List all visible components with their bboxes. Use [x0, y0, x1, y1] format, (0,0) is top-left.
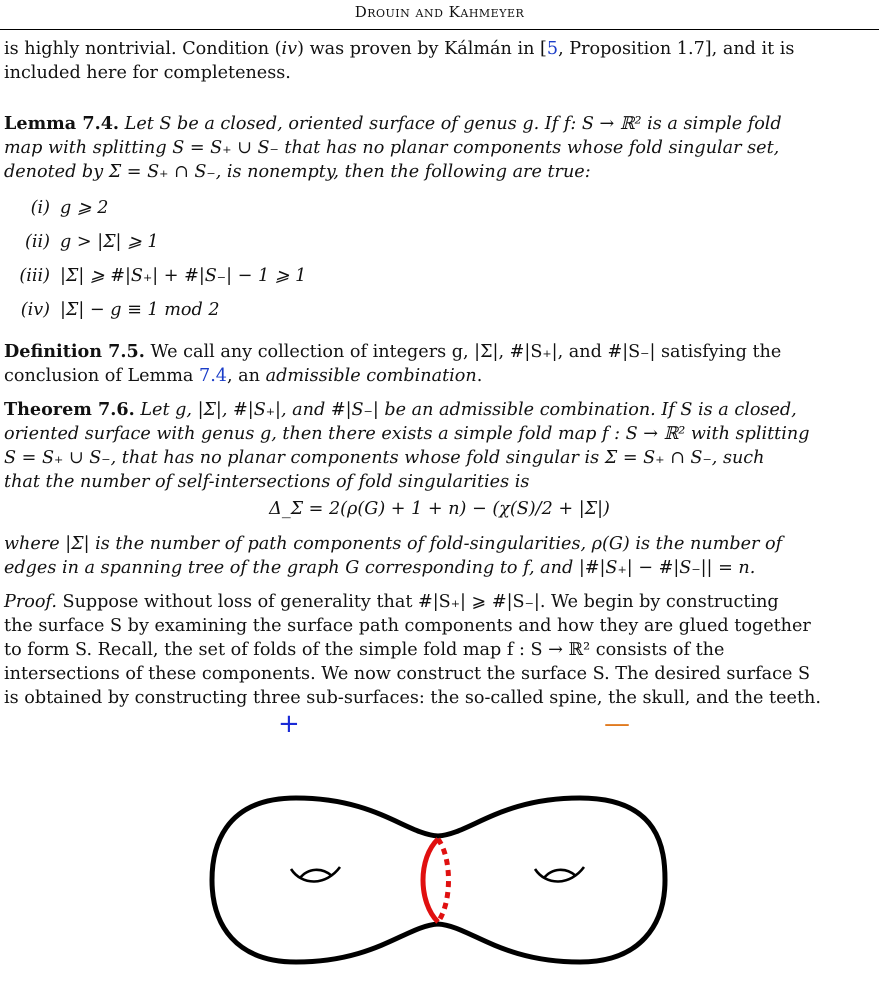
fold-curve-front [423, 839, 438, 922]
lemma-item-i: (i) g ⩾ 2 [30, 198, 109, 218]
lemma-item-ii: (ii) g > |Σ| ⩾ 1 [25, 232, 159, 252]
intro-paragraph [4, 37, 875, 85]
intro-line-2: included here for completeness. [4, 63, 291, 83]
definition-7-5: Definition 7.5. We call any collection of integers g, |Σ|, #|S₊|, and #|S₋| satisfying the conclusion of Lemma 7.4, an admissible combination. [4, 341, 782, 386]
left-hole-icon [291, 867, 340, 882]
proof-paragraph: Proof. Suppose without loss of generality that #|S₊| ⩾ #|S₋|. We begin by constructing the surface S by examining the surface path components and how they are glued together to form S. Recall, the set of folds of the simple fold map f : S → ℝ² consists of the intersections of these components. We now construct the surface S. The desired surface S is obtained by constructing three sub-surfaces: the so-called spine, the skull, and the teeth. [4, 592, 821, 708]
theorem-equation: Δ_Σ = 2(ρ(G) + 1 + n) − (χ(S)/2 + |Σ|) [269, 499, 610, 519]
fold-curve-back [438, 839, 449, 922]
proof-label: Proof. [4, 592, 57, 612]
theorem-7-6: Theorem 7.6. Let g, |Σ|, #|S₊|, and #|S₋| be an admissible combination. If S is a closed, oriented surface with genus g, then there exists a simple fold map f : S → ℝ² with splitting S = S₊ ∪ S₋, that has no planar components whose fold singular is Σ = S₊ ∩ S₋, such that the number of self-intersections of fold singularities is [4, 399, 810, 492]
definition-label: Definition 7.5. [4, 341, 145, 362]
lemma-label: Lemma 7.4. [4, 113, 120, 134]
lemma-ref-link[interactable]: 7.4 [199, 366, 227, 386]
lemma-item-iv: (iv) |Σ| − g ≡ 1 mod 2 [20, 300, 220, 320]
theorem-continuation: where |Σ| is the number of path components of fold-singularities, ρ(G) is the number of edges in a spanning tree of the graph G corresponding to f, and |#|S₊| − #|S₋|| = n. [4, 534, 783, 578]
lemma-item-iii: (iii) |Σ| ⩾ #|S₊| + #|S₋| − 1 ⩾ 1 [19, 266, 307, 286]
intro-line-1: is highly nontrivial. Condition (iv) was proven by Kálmán in [5, Proposition 1.7], and it is [4, 39, 795, 59]
lemma-7-4: Lemma 7.4. Let S be a closed, oriented surface of genus g. If f: S → ℝ² is a simple fold map with splitting S = S₊ ∪ S₋ that has no planar components whose fold singular set, denoted by Σ = S₊ ∩ S₋, is nonempty, then the following are true: [4, 113, 782, 182]
citation-link[interactable]: 5 [546, 39, 559, 59]
minus-sign-label: — [604, 709, 630, 739]
right-hole-icon [535, 867, 584, 882]
plus-sign-label: + [278, 709, 300, 739]
surface-figure [0, 740, 879, 985]
running-header: Drouin and Kahmeyer [354, 3, 525, 21]
surface-outline [212, 798, 665, 962]
theorem-label: Theorem 7.6. [4, 399, 135, 420]
header-rule [0, 29, 879, 30]
